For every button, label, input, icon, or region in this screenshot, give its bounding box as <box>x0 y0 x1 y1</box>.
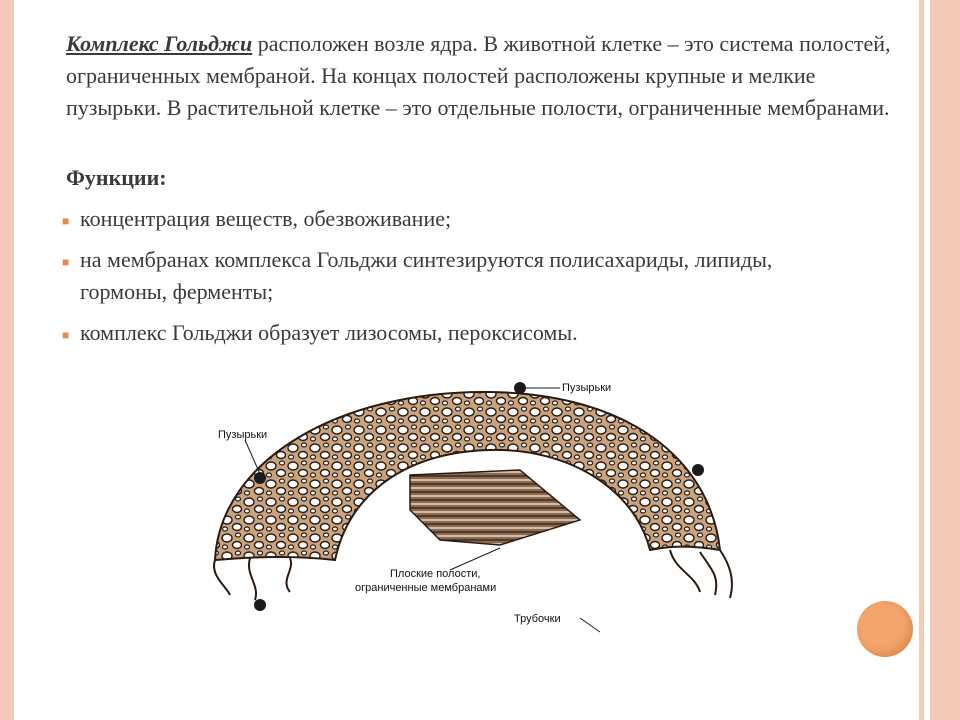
functions-list <box>62 203 862 358</box>
function-text: на мембранах комплекса Гольджи синтезируются полисахариды, липиды, гормоны, ферменты; <box>80 247 773 304</box>
list-item <box>62 203 862 235</box>
label-vesicles-left: Пузырьки <box>218 429 268 441</box>
label-cavities-line2: ограниченные мембранами <box>355 582 497 594</box>
list-item <box>62 317 862 349</box>
right-decor-stripe-thin <box>919 0 924 720</box>
left-decor-stripe <box>0 0 14 720</box>
vesicle-dot <box>254 599 266 611</box>
vesicle-dot <box>692 464 704 476</box>
list-item <box>62 244 862 308</box>
intro-term: Комплекс Гольджи <box>66 31 253 56</box>
label-vesicles-right: Пузырьки <box>562 382 612 394</box>
label-cavities-line1: Плоские полости, <box>390 568 481 580</box>
flattened-cavities <box>410 470 580 545</box>
bullet-icon: ■ <box>62 328 70 342</box>
intro-paragraph <box>66 28 896 124</box>
label-tubules: Трубочки <box>514 613 561 625</box>
bullet-icon: ■ <box>62 255 70 269</box>
function-text: комплекс Гольджи образует лизосомы, пероксисомы. <box>80 320 578 345</box>
vesicle-dot <box>514 382 526 394</box>
intro-text: расположен возле ядра. В животной клетке – это система полостей, ограниченных мембраной. На концах полостей расположены крупные и мелкие пузырьки. В растительной клетке – это отдельные полости, ограниченные мембранами. <box>66 31 891 120</box>
right-decor-stripe-wide <box>930 0 960 720</box>
golgi-diagram-svg <box>110 370 830 660</box>
bullet-icon: ■ <box>62 214 70 228</box>
functions-heading: Функции: <box>66 165 167 190</box>
function-text: концентрация веществ, обезвоживание; <box>80 206 452 231</box>
decorative-orange-circle <box>857 601 913 657</box>
golgi-illustration <box>110 370 830 660</box>
